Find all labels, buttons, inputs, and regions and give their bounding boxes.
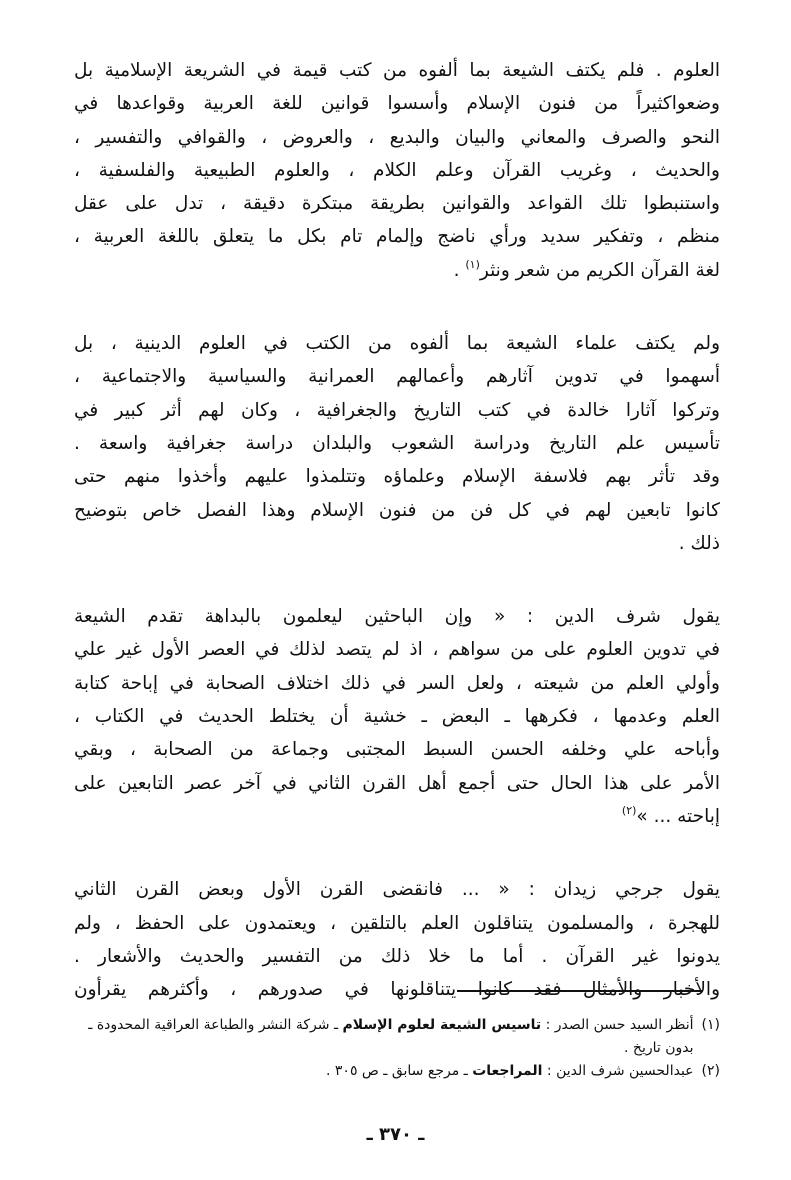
- text-line: كانوا تابعين لهم في كل فن من فنون الإسلام وهذا الفصل خاص بتوضيح: [74, 499, 720, 521]
- text-line: في تدوين العلوم على من سواهم ، اذ لم يتصد لذلك في العصر الأول غير علي: [74, 639, 720, 661]
- text-line: منظم ، وتفكير سديد ورأي ناضج وإلمام تام بكل ما يتعلق باللغة العربية ،: [74, 226, 720, 248]
- text-line: وتركوا آثارا خالدة في كتب التاريخ والجغرافية ، وكان لهم أثر كبير في: [74, 399, 720, 421]
- text-line: أسهموا في تدوين آثارهم وأعمالهم العمرانية والسياسية والاجتماعية ،: [74, 366, 720, 388]
- paragraph-2: [74, 327, 720, 560]
- footnote-author: أنظر السيد حسن الصدر :: [541, 1017, 694, 1033]
- text-line: وضعواكثيراً من فنون الإسلام وأسسوا قوانين للغة العربية وقواعدها في: [74, 93, 720, 115]
- text-line: والحديث ، وغريب القرآن وعلم الكلام ، والعلوم الطبيعية والفلسفية ،: [74, 159, 720, 181]
- text-line: العلم وعدمها ، فكرهها ـ البعض ـ خشية أن يختلط الحديث في الكتاب ،: [74, 706, 720, 728]
- footnote-ref-2[interactable]: (٢): [621, 803, 637, 817]
- text-line-content: إباحته ... »: [636, 805, 720, 827]
- footnote-ref-1[interactable]: (١): [465, 257, 480, 271]
- footnote-2: [74, 1060, 720, 1083]
- footnote-book-title: المراجعات: [472, 1063, 543, 1079]
- text-line-content: لغة القرآن الكريم من شعر ونثر: [479, 259, 720, 281]
- text-line: الأمر على هذا الحال حتى أجمع أهل القرن الثاني في آخر عصر التابعين على: [74, 772, 720, 794]
- text-line: واستنبطوا تلك القواعد والقوانين بطريقة مبتكرة دقيقة ، تدل على عقل: [74, 193, 720, 215]
- text-line: [74, 800, 720, 833]
- text-line: يقول جرجي زيدان : « ... فانقضى القرن الأول وبعض القرن الثاني: [74, 879, 720, 901]
- paragraph-4: [74, 873, 720, 1006]
- text-line: يدونوا غير القرآن . أما ما خلا ذلك من التفسير والحديث والأشعار .: [74, 945, 720, 967]
- text-line: العلوم . فلم يكتف الشيعة بما ألفوه من كتب قيمة في الشريعة الإسلامية بل: [74, 60, 720, 81]
- main-text: [74, 54, 720, 1006]
- text-line: وأباحه علي وخلفه الحسن السبط المجتبى وجماعة من الصحابة ، وبقي: [74, 739, 720, 761]
- footnote-number: (٢): [701, 1063, 720, 1079]
- footnote-separator: [457, 990, 703, 992]
- text-line: والأخبار والأمثال فقد كانوا يتناقلونها في صدورهم ، وأكثرهم يقرأون: [74, 979, 720, 1001]
- text-line: النحو والصرف والمعاني والبيان والبديع ، والعروض ، والقوافي والتفسير ،: [74, 126, 720, 148]
- text-line-tail: .: [453, 259, 466, 281]
- paragraph-3: [74, 600, 720, 833]
- footnote-1: [74, 1014, 720, 1060]
- page-number: ـ ٣٧٠ ـ: [366, 1124, 425, 1145]
- text-line: [74, 254, 720, 287]
- footnote-text: [74, 1014, 694, 1060]
- footnote-author: عبدالحسين شرف الدين :: [542, 1063, 694, 1079]
- footnotes: [74, 1014, 720, 1083]
- footnote-publisher: ـ شركة النشر والطباعة العراقية المحدودة ـ بدون تاريخ .: [88, 1017, 694, 1056]
- text-line: وقد تأثر بهم فلاسفة الإسلام وعلماؤه وتتلمذوا عليهم وأخذوا منهم حتى: [74, 466, 720, 488]
- footnote-publisher: ـ مرجع سابق ـ ص ٣٠٥ .: [326, 1063, 473, 1079]
- text-line: يقول شرف الدين : « وإن الباحثين ليعلمون بالبداهة تقدم الشيعة: [74, 606, 720, 628]
- text-line: تأسيس علم التاريخ ودراسة الشعوب والبلدان دراسة جغرافية واسعة .: [74, 432, 720, 454]
- text-line: ذلك .: [678, 532, 720, 554]
- footnote-book-title: تاسيس الشيعة لعلوم الإسلام: [342, 1017, 542, 1033]
- text-line: وأولي العلم من شيعته ، ولعل السر في ذلك اختلاف الصحابة في إباحة كتابة: [74, 672, 720, 694]
- footnote-text: [74, 1060, 694, 1083]
- text-line: ولم يكتف علماء الشيعة بما ألفوه من الكتب في العلوم الدينية ، بل: [74, 333, 720, 355]
- paragraph-1: [74, 54, 720, 287]
- text-line: للهجرة ، والمسلمون يتناقلون العلم بالتلقين ، ويعتمدون على الحفظ ، ولم: [74, 912, 720, 934]
- footnote-number: (١): [701, 1017, 720, 1033]
